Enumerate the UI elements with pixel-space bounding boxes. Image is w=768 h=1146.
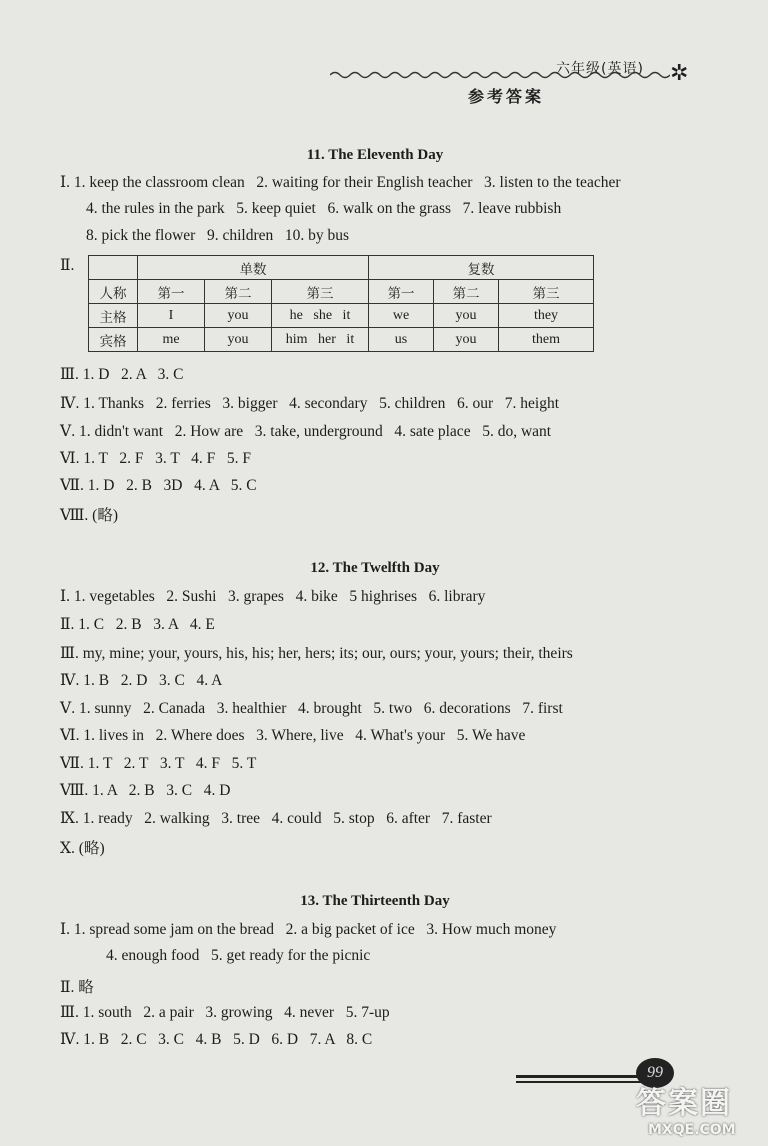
table-cell: 第三: [272, 280, 369, 304]
day11-vi: Ⅵ. 1. T 2. F 3. T 4. F 5. F: [60, 450, 252, 467]
table-cell: [89, 256, 138, 280]
table-cell: you: [434, 328, 499, 352]
footer-divider: [516, 1072, 656, 1086]
header-wave-divider: [330, 70, 670, 80]
table-cell: you: [205, 328, 272, 352]
table-cell: 第二: [434, 280, 499, 304]
day11-i-line3: 8. pick the flower 9. children 10. by bus: [86, 227, 350, 244]
day12-ix: Ⅸ. 1. ready 2. walking 3. tree 4. could 5. stop 6. after 7. faster: [60, 810, 492, 827]
table-row: [89, 280, 594, 304]
table-cell: he she it: [272, 304, 369, 328]
table-cell: 主格: [89, 304, 138, 328]
day11-viii: Ⅷ. (略): [60, 507, 118, 524]
section-title-day11: 11. The Eleventh Day: [306, 147, 444, 163]
section-title-day13: 13. The Thirteenth Day: [300, 893, 450, 909]
day12-x: Ⅹ. (略): [60, 840, 105, 857]
day13-ii: Ⅱ. 略: [60, 979, 94, 996]
table-row: [89, 328, 594, 352]
day11-ii-label: Ⅱ.: [60, 257, 75, 274]
watermark-logo: 答案圈: [636, 1086, 732, 1121]
pronoun-table: [88, 255, 594, 352]
table-cell: us: [369, 328, 434, 352]
day12-i: Ⅰ. 1. vegetables 2. Sushi 3. grapes 4. bike 5 highrises 6. library: [60, 588, 486, 605]
table-row: [89, 256, 594, 280]
table-cell: you: [434, 304, 499, 328]
day12-vi: Ⅵ. 1. lives in 2. Where does 3. Where, live 4. What's your 5. We have: [60, 727, 526, 744]
day11-vii: Ⅶ. 1. D 2. B 3D 4. A 5. C: [60, 477, 257, 494]
table-cell: 第一: [369, 280, 434, 304]
day13-i-line2: 4. enough food 5. get ready for the picnic: [106, 947, 371, 964]
table-cell: him her it: [272, 328, 369, 352]
day12-vii: Ⅶ. 1. T 2. T 3. T 4. F 5. T: [60, 755, 257, 772]
table-header-singular: 单数: [138, 256, 369, 280]
section-title-day12: 12. The Twelfth Day: [310, 560, 440, 576]
table-cell: we: [369, 304, 434, 328]
watermark-url: MXQE.COM: [648, 1122, 736, 1138]
day12-v: Ⅴ. 1. sunny 2. Canada 3. healthier 4. brought 5. two 6. decorations 7. first: [60, 700, 563, 717]
header-star-icon: ✲: [670, 60, 689, 85]
day13-iii: Ⅲ. 1. south 2. a pair 3. growing 4. never 5. 7-up: [60, 1004, 390, 1021]
table-cell: me: [138, 328, 205, 352]
table-cell: they: [499, 304, 594, 328]
day11-i-line2: 4. the rules in the park 5. keep quiet 6. walk on the grass 7. leave rubbish: [86, 200, 562, 217]
table-cell: 第三: [499, 280, 594, 304]
day11-i-line1: Ⅰ. 1. keep the classroom clean 2. waiting for their English teacher 3. listen to the teacher: [60, 174, 621, 191]
table-cell: 第一: [138, 280, 205, 304]
page-number: 99: [636, 1058, 674, 1088]
table-cell: them: [499, 328, 594, 352]
table-cell: you: [205, 304, 272, 328]
day12-ii: Ⅱ. 1. C 2. B 3. A 4. E: [60, 616, 215, 633]
day12-iv: Ⅳ. 1. B 2. D 3. C 4. A: [60, 672, 223, 689]
day12-iii: Ⅲ. my, mine; your, yours, his, his; her, hers; its; our, ours; your, yours; their, theirs: [60, 645, 573, 662]
day13-iv: Ⅳ. 1. B 2. C 3. C 4. B 5. D 6. D 7. A 8. C: [60, 1031, 373, 1048]
day11-v: Ⅴ. 1. didn't want 2. How are 3. take, underground 4. sate place 5. do, want: [60, 423, 552, 440]
table-cell: I: [138, 304, 205, 328]
table-header-plural: 复数: [369, 256, 594, 280]
day13-i-line1: Ⅰ. 1. spread some jam on the bread 2. a big packet of ice 3. How much money: [60, 921, 557, 938]
day11-iv: Ⅳ. 1. Thanks 2. ferries 3. bigger 4. secondary 5. children 6. our 7. height: [60, 395, 560, 412]
day12-viii: Ⅷ. 1. A 2. B 3. C 4. D: [60, 782, 231, 799]
header-grade: 六年级(英语): [556, 61, 644, 77]
table-cell: 宾格: [89, 328, 138, 352]
table-cell: 人称: [89, 280, 138, 304]
day11-iii: Ⅲ. 1. D 2. A 3. C: [60, 366, 184, 383]
header-title: 参考答案: [468, 87, 545, 106]
table-cell: 第二: [205, 280, 272, 304]
table-row: [89, 304, 594, 328]
